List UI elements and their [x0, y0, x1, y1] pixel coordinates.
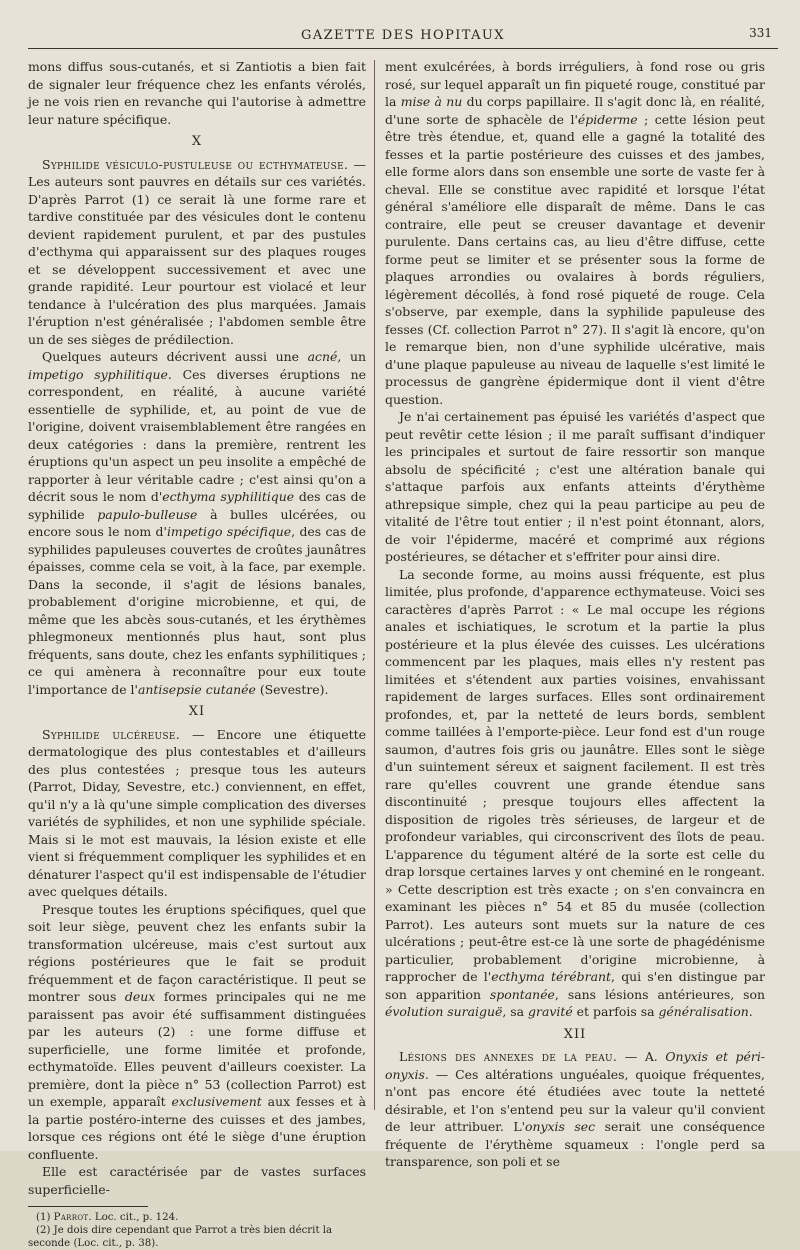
right-column: [385, 58, 765, 1171]
italic-term: deux: [124, 989, 156, 1004]
text: et parfois sa: [572, 1004, 659, 1019]
footnote-rule: [28, 1206, 148, 1207]
italic-term: Onyxis et péri-onyxis: [385, 1049, 765, 1082]
text: (Sevestre).: [255, 681, 329, 697]
italic-term: mise à nu: [400, 94, 463, 109]
italic-term: antisepsie cutanée: [137, 681, 256, 697]
footnote-1: [28, 1211, 366, 1224]
text: serait une conséquence fréquente de l'érythème squameux : l'ongle perd sa transparence, son poli et se: [385, 1119, 765, 1169]
paragraph-text: Je n'ai certainement pas épuisé les variétés d'aspect que peut revêtir cette lésion ; il me paraît suffisant d'indiquer les principales et surtout de faire ressortir son manque absolu de spécificité ; c'est une altération banale qui s'attaque parfois aux enfants atteints d'érythème athrepsique simple, chez qui la peau participe au peu de vitalité de l'être tout entier ; il n'est point étonnant, alors, de voir l'épiderme, macéré et comprimé aux régions postérieures, se détacher et s'effriter pour ainsi dire.: [385, 409, 765, 564]
text: , sa: [502, 1004, 529, 1019]
text: ; cette lésion peut être très étendue, et, quand elle a gagné la totalité des fesses et la partie postérieure des cuisses et des jambes, elle forme alors dans son ensemble une sorte de vaste fer à cheval. Elle se constitue avec rapidité et lorsque l'état général s'améliore elle disparaît de même. Dans le cas contraire, elle peut se creuser davantage et devenir purulente. Dans certains cas, au lieu d'être diffuse, cette forme peut se limiter et se présenter sous la forme de plaques arrondies ou ovalaires à bords réguliers, légèrement décollés, à fond rosé piqueté de rouge. Cela s'observe, par exemple, dans la syphilide papuleuse des fesses (Cf. collection Parrot n° 27). Il s'agit là encore, qu'on le remarque bien, non d'une syphilide ulcérative, mais d'une plaque papuleuse au niveau de laquelle s'est limité le processus de gangrène épidermique dont il vient d'être question.: [385, 111, 765, 407]
text: ment exulcérées, à bords irréguliers, à fond rose ou gris rosé, sur lequel apparaît un fin piqueté rouge, constitué par la: [385, 59, 765, 109]
italic-term: gravité: [528, 1004, 573, 1019]
text: .: [748, 1004, 753, 1019]
footnotes: [28, 1211, 366, 1250]
text: du corps papillaire. Il s'agit donc là, en réalité, d'une sorte de sphacèle de l': [385, 94, 765, 127]
text: formes principales qui ne me paraissent pas avoir été suffisamment distinguées par les auteurs (2) : une forme diffuse et superficielle, une forme limitée et profonde, ecthymatoïde. Elles peuvent d'ailleurs coexister. La première, dont la pièce n° 53 (collection Parrot) est un exemple, apparaît: [28, 989, 366, 1109]
header-rule: [28, 48, 778, 49]
text: , sans lésions antérieures, son: [554, 986, 765, 1002]
paragraph: [28, 726, 366, 901]
paragraph: [28, 901, 366, 1164]
author-name: Parrot: [53, 1212, 89, 1223]
paragraph-text: — Encore une étiquette dermatologique des plus contestables et d'ailleurs des plus contestées ; presque tous les auteurs (Parrot, Diday, Sevestre, etc.) conviennent, en effet, qu'il n'y a là qu'une simple complication des diverses variétés de syphilides, et non une syphilide spéciale. Mais si le mot est mauvais, la lésion existe et elle vient si fréquemment compliquer les syphilides et en dénaturer l'aspect qu'il est indispensable de l'étudier avec quelques détails.: [28, 726, 366, 899]
paragraph: [28, 58, 366, 128]
text: , des cas de syphilides papuleuses couvertes de croûtes jaunâtres épaisses, comme cela se voit, à la face, par exemple. Dans la seconde, il s'agit de lésions banales, probablement d'origine microbienne, et qui, de même que les abcès sous-cutanés, et les érythèmes phlegmoneux mentionnés plus haut, sont plus fréquents, sans doute, chez les enfants syphilitiques ; ce qui amènera à reconnaître pour eux toute l'importance de l': [28, 524, 367, 697]
section-number-xii: XII: [563, 1026, 587, 1042]
italic-term: évolution suraiguë: [385, 1004, 503, 1019]
text: — A.: [617, 1049, 666, 1064]
text: à bulles ulcérées, ou encore sous le nom d': [28, 506, 367, 539]
italic-term: impetigo syphilitique: [28, 366, 168, 382]
section-heading: Lésions des annexes de la peau.: [399, 1049, 618, 1064]
paragraph: [385, 1048, 765, 1171]
paragraph-text: Elle est caractérisée par de vastes surfaces superficielle-: [28, 1164, 366, 1197]
section-number-xi: XI: [188, 704, 206, 719]
text: Quelques auteurs décrivent aussi une: [42, 349, 308, 364]
section-number-x: X: [191, 134, 203, 149]
paragraph-text: mons diffus sous-cutanés, et si Zantiotis a bien fait de signaler leur fréquence chez les enfants vérolés, je ne vois rien en revanche qui l'autorise à admettre leur nature spécifique.: [28, 59, 366, 127]
italic-term: onyxis sec: [525, 1119, 596, 1134]
text: , un: [337, 349, 366, 364]
paragraph: [385, 408, 765, 566]
section-heading: Syphilide ulcéreuse.: [42, 726, 180, 742]
footnote-2: (2) Je dois dire cependant que Parrot a très bien décrit la seconde (Loc. cit., p. 38).: [28, 1225, 333, 1249]
italic-term: ecthyma térébrant: [491, 969, 612, 984]
italic-term: papulo-bulleuse: [97, 506, 198, 522]
text: des cas de syphilide: [28, 489, 366, 522]
left-column: [28, 58, 366, 1250]
text: . Ces diverses éruptions ne correspondent, en réalité, à aucune variété essentielle de syphilide, et, au point de vue de l'origine, doivent vraisemblablement être rangées en deux catégories : dans la première, rentrent les éruptions qu'un aspect un peu insolite a empêché de rapporter à leur véritable cadre ; c'est ainsi qu'on a décrit sous le nom d': [28, 366, 366, 504]
paragraph: [385, 58, 765, 408]
italic-term: impetigo spécifique: [166, 524, 292, 539]
italic-term: spontanée: [489, 986, 555, 1002]
page-number: 331: [749, 26, 772, 40]
text: (1): [36, 1212, 54, 1223]
journal-title: GAZETTE DES HOPITAUX: [301, 28, 505, 43]
paragraph: [28, 348, 366, 698]
paragraph: [28, 156, 366, 349]
italic-term: généralisation: [658, 1004, 749, 1019]
text: , qui s'en distingue par son apparition: [385, 969, 765, 1002]
text: La seconde forme, au moins aussi fréquente, est plus limitée, plus profonde, d'apparence ecthymateuse. Voici ses caractères d'après Parrot : « Le mal occupe les régions anales et ischiatiques, le scrotum et la partie la plus postérieure et la plus élevée des cuisses. Les ulcérations commencent par les plaques, mais elles n'y restent pas limitées et s'étendent aux parties voisines, envahissant rapidement de larges surfaces. Elles sont ordinairement profondes, et, par la netteté de leurs bords, semblent comme taillées à l'emporte-pièce. Leur fond est d'un rouge saumon, d'autres fois gris ou jaunâtre. Elles sont le siège d'un suintement séreux et saignent facilement. Il est très rare qu'elles couvrent une grande étendue sans discontinuité ; presque toujours elles affectent la disposition de rigoles très sérieuses, de largeur et de profondeur variables, qui circonscrivent des îlots de peau. L'apparence du tégument altéré de la sorte est celle du drap lorsque certaines larves y ont cheminé en le rongeant. » Cette description est très exacte ; on s'en convaincra en examinant les pièces n° 54 et 85 du musée (collection Parrot). Les auteurs sont muets sur la nature de ces ulcérations ; peut-être est-ce là une sorte de phagédénisme particulier, probablement d'origine microbienne, à rapprocher de l': [385, 566, 765, 984]
paragraph-text: — Les auteurs sont pauvres en détails sur ces variétés. D'après Parrot (1) ce serait là une forme rare et tardive constituée par des vésicules dont le contenu devient rapidement purulent, et par des pustules d'ecthyma qui apparaissent sur des plaques rouges et se développent successivement et avec une grande rapidité. Leur pourtour est violacé et leur tendance à l'ulcération des plus marquées. Jamais l'éruption n'est généralisée ; l'abdomen semble être un de ses sièges de prédilection.: [28, 156, 366, 347]
text: aux fesses et à la partie postéro-interne des cuisses et des jambes, lorsque ces régions ont été le siège d'une éruption confluente.: [28, 1094, 367, 1162]
running-header: [28, 24, 778, 46]
text: . Loc. cit., p. 124.: [88, 1212, 179, 1223]
section-heading: Syphilide vésiculo-pustuleuse ou ecthymateuse.: [42, 156, 349, 172]
italic-term: ecthyma syphilitique: [162, 489, 295, 504]
column-divider: [374, 60, 375, 1110]
text: . — Ces altérations unguéales, quoique fréquentes, n'ont pas encore été étudiées avec toute la netteté désirable, et l'on s'entend peu sur la valeur qu'il convient de leur attribuer. L': [385, 1066, 765, 1134]
paragraph: [28, 1163, 366, 1198]
italic-term: épiderme: [577, 111, 638, 127]
paragraph: [385, 566, 765, 1021]
text: Presque toutes les éruptions spécifiques, quel que soit leur siège, peuvent chez les enfants subir la transformation ulcéreuse, mais c'est surtout aux régions postérieures que le fait se produit fréquemment et de façon caractéristique. Il peut se montrer sous: [28, 901, 366, 1004]
italic-term: exclusivement: [171, 1094, 262, 1109]
italic-term: acné: [307, 349, 338, 364]
